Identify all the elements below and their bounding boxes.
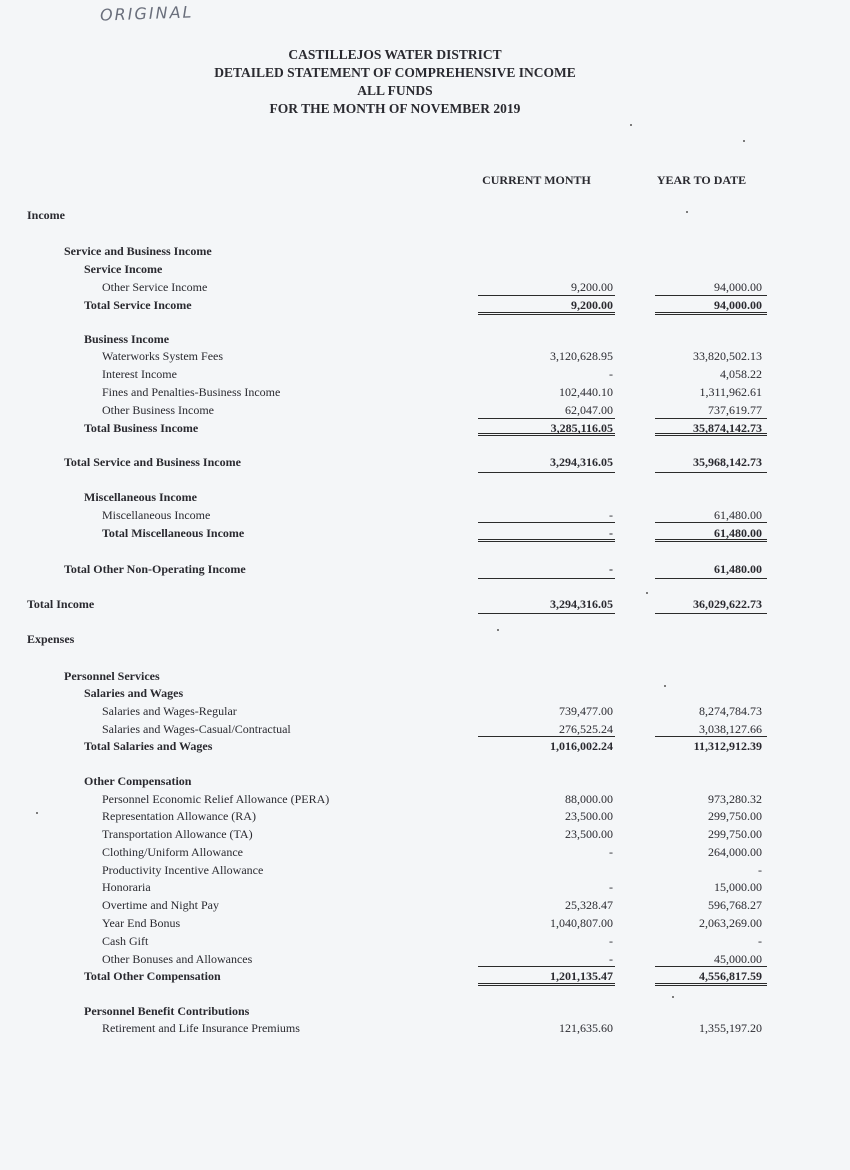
row-label: Income xyxy=(27,208,65,222)
row-label: Total Other Non-Operating Income xyxy=(64,562,246,576)
current-month-value: 121,635.60 xyxy=(559,1021,613,1035)
double-rule xyxy=(478,312,615,315)
row-label: Other Compensation xyxy=(84,774,192,788)
statement-row xyxy=(0,880,850,898)
current-month-value: 25,328.47 xyxy=(565,898,613,912)
double-rule xyxy=(478,433,615,436)
current-month-value: - xyxy=(609,562,613,576)
row-label: Clothing/Uniform Allowance xyxy=(102,845,243,859)
statement-row xyxy=(0,898,850,916)
current-month-value: 23,500.00 xyxy=(565,827,613,841)
row-label: Total Salaries and Wages xyxy=(84,739,213,753)
rule xyxy=(655,966,767,967)
rule xyxy=(655,472,767,473)
double-rule xyxy=(655,312,767,315)
scan-speck xyxy=(686,211,688,213)
row-label: Total Income xyxy=(27,597,95,611)
row-label: Fines and Penalties-Business Income xyxy=(102,385,281,399)
statement-row xyxy=(0,792,850,810)
row-label: Salaries and Wages-Regular xyxy=(102,704,237,718)
statement-row xyxy=(0,1021,850,1039)
statement-row xyxy=(0,385,850,403)
row-label: Personnel Economic Relief Allowance (PERA) xyxy=(102,792,330,806)
statement-row xyxy=(0,332,850,350)
statement-row xyxy=(0,508,850,526)
company-name: CASTILLEJOS WATER DISTRICT xyxy=(288,47,502,62)
column-header-year-to-date: YEAR TO DATE xyxy=(656,173,747,187)
current-month-value: - xyxy=(609,880,613,894)
statement-row xyxy=(0,934,850,952)
row-label: Total Service and Business Income xyxy=(64,455,241,469)
rule xyxy=(478,966,615,967)
current-month-value: 62,047.00 xyxy=(565,403,613,417)
rule xyxy=(478,472,615,473)
current-month-value: - xyxy=(609,526,613,540)
scan-speck xyxy=(672,996,674,998)
rule xyxy=(655,522,767,523)
rule xyxy=(478,578,615,579)
rule xyxy=(478,418,615,419)
current-month-value: - xyxy=(609,952,613,966)
year-to-date-value: 94,000.00 xyxy=(714,280,762,294)
row-label: Miscellaneous Income xyxy=(102,508,211,522)
current-month-value: 102,440.10 xyxy=(559,385,613,399)
statement-row xyxy=(0,704,850,722)
scan-speck xyxy=(664,685,666,687)
current-month-value: 3,120,628.95 xyxy=(550,349,613,363)
current-month-value: 1,016,002.24 xyxy=(550,739,613,753)
current-month-value: 9,200.00 xyxy=(571,298,613,312)
year-to-date-value: 15,000.00 xyxy=(714,880,762,894)
row-label: Interest Income xyxy=(102,367,177,381)
current-month-value: 739,477.00 xyxy=(559,704,613,718)
scan-speck xyxy=(646,592,648,594)
statement-row xyxy=(0,863,850,881)
statement-row xyxy=(0,845,850,863)
statement-row xyxy=(0,262,850,280)
year-to-date-value: 264,000.00 xyxy=(708,845,762,859)
statement-row xyxy=(0,244,850,262)
row-label: Cash Gift xyxy=(102,934,149,948)
year-to-date-value: 299,750.00 xyxy=(708,809,762,823)
statement-row xyxy=(0,455,850,473)
row-label: Year End Bonus xyxy=(102,916,181,930)
current-month-value: 3,294,316.05 xyxy=(550,455,613,469)
statement-row xyxy=(0,367,850,385)
row-label: Transportation Allowance (TA) xyxy=(102,827,253,841)
statement-row xyxy=(0,669,850,687)
year-to-date-value: 4,058.22 xyxy=(720,367,762,381)
statement-row xyxy=(0,349,850,367)
year-to-date-value: 8,274,784.73 xyxy=(699,704,762,718)
year-to-date-value: 2,063,269.00 xyxy=(699,916,762,930)
row-label: Other Bonuses and Allowances xyxy=(102,952,253,966)
year-to-date-value: 94,000.00 xyxy=(714,298,762,312)
row-label: Representation Allowance (RA) xyxy=(102,809,256,823)
row-label: Service and Business Income xyxy=(64,244,212,258)
statement-row xyxy=(0,490,850,508)
row-label: Personnel Services xyxy=(64,669,160,683)
statement-title: DETAILED STATEMENT OF COMPREHENSIVE INCOME xyxy=(214,65,576,80)
report-header xyxy=(0,46,790,118)
current-month-value: - xyxy=(609,508,613,522)
statement-row xyxy=(0,809,850,827)
current-month-value: 9,200.00 xyxy=(571,280,613,294)
year-to-date-value: 973,280.32 xyxy=(708,792,762,806)
statement-row xyxy=(0,739,850,757)
rule xyxy=(478,613,615,614)
year-to-date-value: 61,480.00 xyxy=(714,508,762,522)
year-to-date-value: 35,874,142.73 xyxy=(693,421,762,435)
row-label: Personnel Benefit Contributions xyxy=(84,1004,250,1018)
column-header-current-month: CURRENT MONTH xyxy=(482,173,591,187)
statement-row xyxy=(0,421,850,439)
fund-scope: ALL FUNDS xyxy=(357,83,433,98)
statement-row xyxy=(0,1004,850,1022)
current-month-value: - xyxy=(609,845,613,859)
double-rule xyxy=(655,983,767,986)
double-rule xyxy=(655,539,767,542)
report-period: FOR THE MONTH OF NOVEMBER 2019 xyxy=(269,101,521,116)
year-to-date-value: 1,355,197.20 xyxy=(699,1021,762,1035)
year-to-date-value: 61,480.00 xyxy=(714,526,762,540)
year-to-date-value: 596,768.27 xyxy=(708,898,762,912)
rule xyxy=(478,522,615,523)
rule xyxy=(655,578,767,579)
rule xyxy=(478,295,615,296)
row-label: Salaries and Wages xyxy=(84,686,184,700)
row-label: Miscellaneous Income xyxy=(84,490,197,504)
year-to-date-value: 737,619.77 xyxy=(708,403,762,417)
row-label: Waterworks System Fees xyxy=(102,349,224,363)
row-label: Service Income xyxy=(84,262,163,276)
row-label: Honoraria xyxy=(102,880,151,894)
current-month-value: 3,285,116.05 xyxy=(550,421,613,435)
row-label: Salaries and Wages-Casual/Contractual xyxy=(102,722,291,736)
current-month-value: 276,525.24 xyxy=(559,722,613,736)
year-to-date-value: 4,556,817.59 xyxy=(699,969,762,983)
statement-row xyxy=(0,774,850,792)
year-to-date-value: 61,480.00 xyxy=(714,562,762,576)
row-label: Total Service Income xyxy=(84,298,192,312)
current-month-value: 3,294,316.05 xyxy=(550,597,613,611)
row-label: Retirement and Life Insurance Premiums xyxy=(102,1021,300,1035)
year-to-date-value: - xyxy=(758,934,762,948)
statement-row xyxy=(0,686,850,704)
rule xyxy=(478,736,615,737)
current-month-value: 1,040,807.00 xyxy=(550,916,613,930)
scan-speck xyxy=(630,124,632,126)
double-rule xyxy=(655,433,767,436)
row-label: Other Service Income xyxy=(102,280,208,294)
rule xyxy=(655,418,767,419)
current-month-value: 88,000.00 xyxy=(565,792,613,806)
rule xyxy=(655,736,767,737)
row-label: Total Business Income xyxy=(84,421,199,435)
current-month-value: - xyxy=(609,934,613,948)
statement-row xyxy=(0,952,850,970)
handwritten-annotation: ORIGINAL xyxy=(99,2,194,25)
current-month-value: 1,201,135.47 xyxy=(550,969,613,983)
statement-row xyxy=(0,827,850,845)
row-label: Business Income xyxy=(84,332,170,346)
double-rule xyxy=(478,539,615,542)
year-to-date-value: 45,000.00 xyxy=(714,952,762,966)
year-to-date-value: 1,311,962.61 xyxy=(699,385,762,399)
row-label: Total Miscellaneous Income xyxy=(102,526,245,540)
current-month-value: - xyxy=(609,367,613,381)
row-label: Productivity Incentive Allowance xyxy=(102,863,264,877)
statement-row xyxy=(0,632,850,650)
rule xyxy=(655,295,767,296)
year-to-date-value: - xyxy=(758,863,762,877)
year-to-date-value: 11,312,912.39 xyxy=(693,739,762,753)
scan-speck xyxy=(497,629,499,631)
statement-row xyxy=(0,722,850,740)
row-label: Total Other Compensation xyxy=(84,969,221,983)
year-to-date-value: 36,029,622.73 xyxy=(693,597,762,611)
row-label: Overtime and Night Pay xyxy=(102,898,219,912)
double-rule xyxy=(478,983,615,986)
row-label: Expenses xyxy=(27,632,75,646)
statement-row xyxy=(0,208,850,226)
year-to-date-value: 299,750.00 xyxy=(708,827,762,841)
row-label: Other Business Income xyxy=(102,403,214,417)
current-month-value: 23,500.00 xyxy=(565,809,613,823)
statement-row xyxy=(0,916,850,934)
rule xyxy=(655,613,767,614)
year-to-date-value: 35,968,142.73 xyxy=(693,455,762,469)
scan-speck xyxy=(743,140,745,142)
year-to-date-value: 3,038,127.66 xyxy=(699,722,762,736)
scan-speck xyxy=(36,812,38,814)
year-to-date-value: 33,820,502.13 xyxy=(693,349,762,363)
